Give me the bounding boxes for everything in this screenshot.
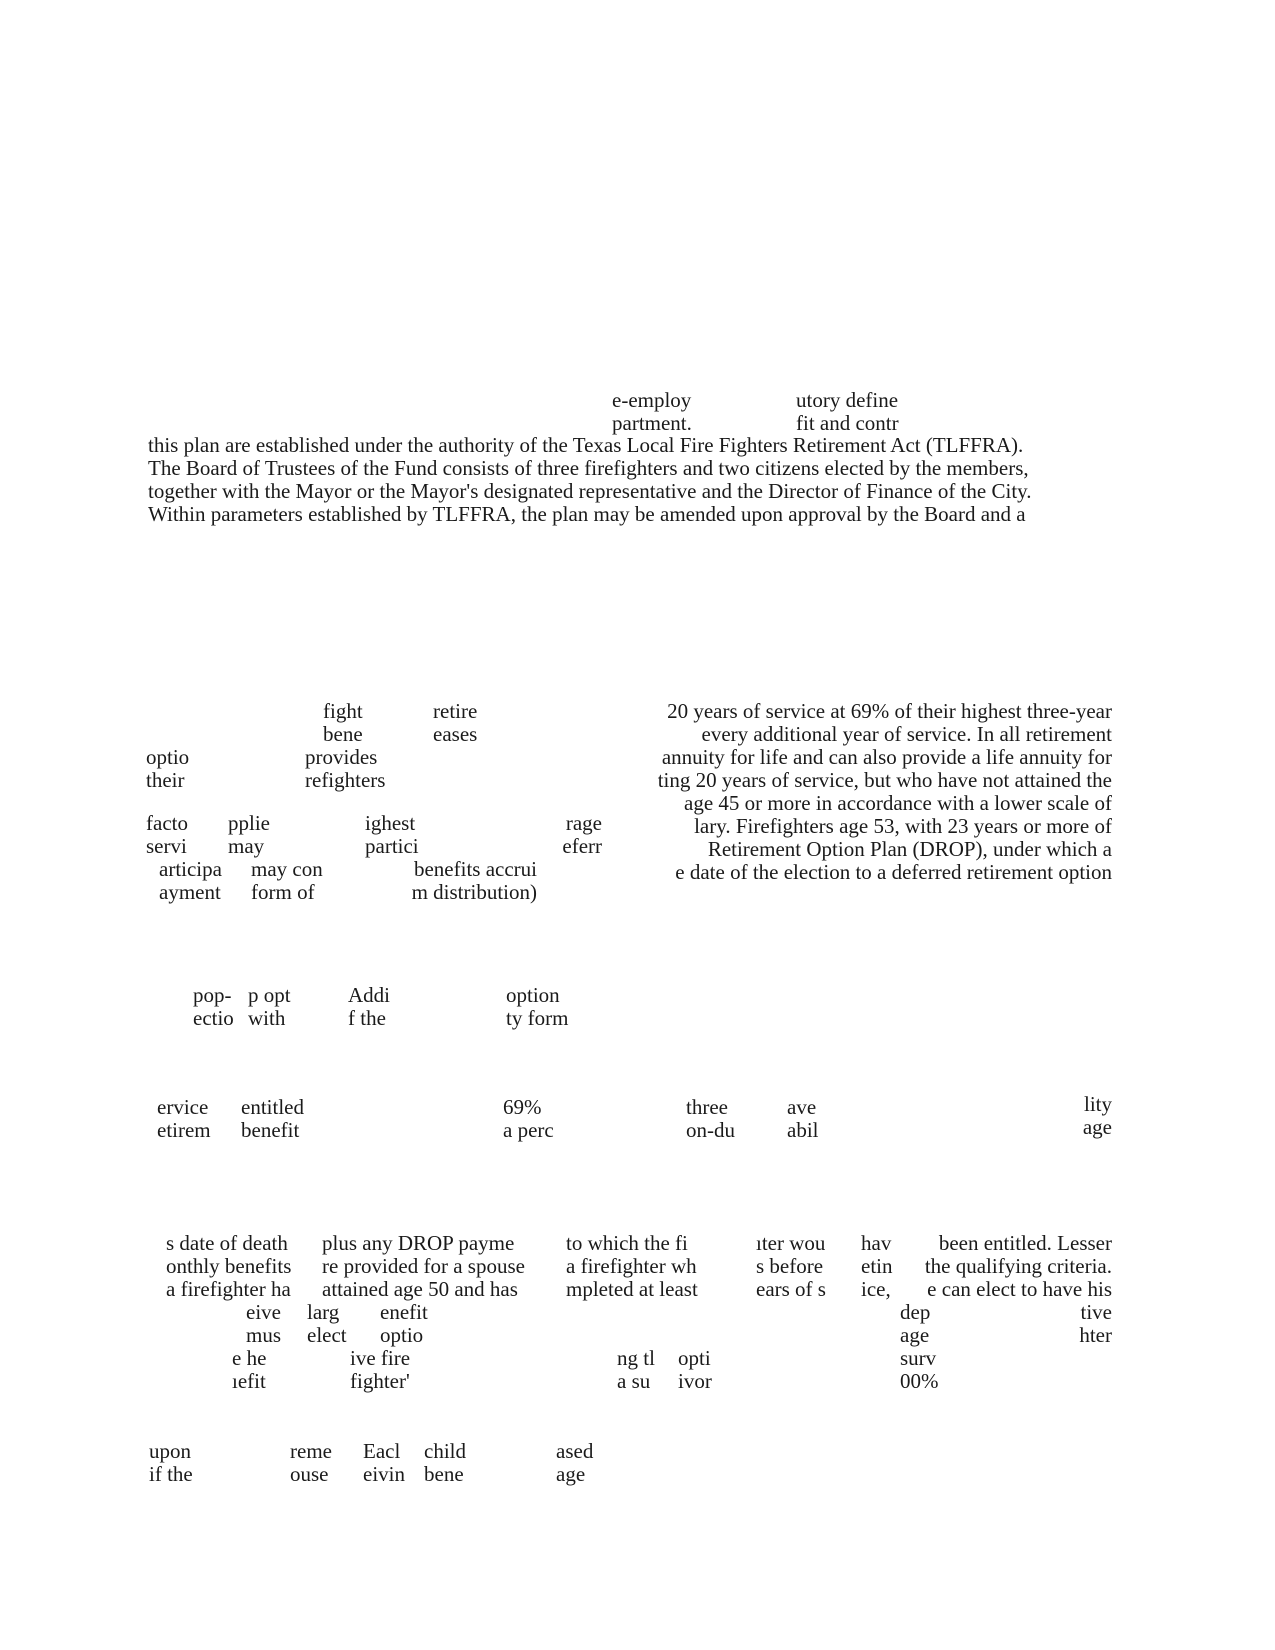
fragment-text <box>787 1096 819 1142</box>
text-line: annuity for life and can also provide a life annuity for <box>661 745 1112 769</box>
text-line: three <box>686 1095 728 1119</box>
fragment-text <box>678 1347 712 1393</box>
fragment-text <box>290 1440 332 1486</box>
paragraph-plan-authority <box>148 434 1127 526</box>
text-line: surv <box>900 1346 937 1370</box>
text-line: eferr <box>562 834 602 858</box>
text-line: hter <box>1079 1323 1112 1347</box>
text-line: been entitled. Lesser <box>938 1231 1112 1255</box>
text-line: ice, <box>861 1277 891 1301</box>
fragment-text <box>350 1347 410 1393</box>
text-line: ıter wou <box>756 1231 826 1255</box>
text-line: eases <box>433 722 478 746</box>
text-line: ayment <box>159 880 221 904</box>
text-line: opti <box>678 1346 711 1370</box>
text-line: utory define <box>796 388 899 412</box>
fragment-text <box>424 1440 466 1486</box>
text-line: a su <box>617 1369 651 1393</box>
fragment-text <box>305 746 385 792</box>
text-line: refighters <box>305 768 386 792</box>
text-line: ectio <box>193 1006 234 1030</box>
fragment-text <box>246 1301 281 1347</box>
text-line: eive <box>246 1300 281 1324</box>
fragment-text <box>248 984 291 1030</box>
fragment-text <box>506 984 568 1030</box>
fragment-text <box>1040 1093 1112 1139</box>
text-line: ased <box>556 1439 594 1463</box>
text-line: partment. <box>612 411 692 435</box>
text-line: etin <box>861 1254 893 1278</box>
text-line: e can elect to have his <box>927 1277 1112 1301</box>
fragment-text <box>900 1232 1112 1301</box>
text-line: lary. Firefighters age 53, with 23 years or more of <box>694 814 1112 838</box>
text-line: tive <box>1080 1300 1112 1324</box>
text-line: eivin <box>363 1462 405 1486</box>
fragment-text <box>363 1440 405 1486</box>
fragment-text <box>251 858 323 904</box>
text-line: 00% <box>900 1369 939 1393</box>
fragment-text <box>796 389 899 435</box>
text-line: onthly benefits <box>166 1254 292 1278</box>
text-line: hav <box>861 1231 892 1255</box>
text-line: ivor <box>678 1369 712 1393</box>
text-line: fight <box>323 699 363 723</box>
text-line: f the <box>348 1006 386 1030</box>
text-line: age <box>900 1323 930 1347</box>
text-line: a perc <box>503 1118 554 1142</box>
text-line: benefit <box>241 1118 300 1142</box>
fragment-text <box>756 1232 826 1301</box>
fragment-text <box>380 858 537 904</box>
fragment-text <box>365 812 419 858</box>
fragment-text <box>380 1301 428 1347</box>
text-line: m distribution) <box>411 880 537 904</box>
text-line: retire <box>433 699 478 723</box>
text-line: a firefighter ha <box>166 1277 291 1301</box>
text-line: ervice <box>157 1095 209 1119</box>
text-line: pop- <box>193 983 232 1007</box>
text-line: ouse <box>290 1462 329 1486</box>
text-line: on-du <box>686 1118 735 1142</box>
fragment-text <box>433 700 477 746</box>
text-line: attained age 50 and has <box>322 1277 518 1301</box>
text-line: The Board of Trustees of the Fund consists of three firefighters and two citizens elected by the members, <box>148 456 1029 480</box>
text-line: their <box>146 768 185 792</box>
text-line: bene <box>424 1462 464 1486</box>
fragment-text <box>566 1232 698 1301</box>
fragment-text <box>159 858 222 904</box>
text-line: e-employ <box>612 388 692 412</box>
text-line: Addi <box>348 983 390 1007</box>
text-line: to which the fi <box>566 1231 688 1255</box>
text-line: the qualifying criteria. <box>924 1254 1112 1278</box>
text-line: lity <box>1083 1092 1112 1116</box>
fragment-text <box>307 1301 347 1347</box>
text-line: together with the Mayor or the Mayor's designated representative and the Director of Finance of the City. <box>148 479 1032 503</box>
text-line: 20 years of service at 69% of their highest three-year <box>667 699 1112 723</box>
fragment-text <box>900 1301 939 1393</box>
text-line: larg <box>307 1300 340 1324</box>
text-line: etirem <box>157 1118 211 1142</box>
text-line: p opt <box>248 983 291 1007</box>
text-line: pplie <box>228 811 270 835</box>
text-line: elect <box>307 1323 347 1347</box>
text-line: age <box>1082 1115 1112 1139</box>
text-line: ıefit <box>232 1369 266 1393</box>
text-line: servi <box>146 834 187 858</box>
fragment-text <box>348 984 390 1030</box>
text-line: every additional year of service. In all retirement <box>701 722 1112 746</box>
text-line: age <box>556 1462 586 1486</box>
text-line: child <box>424 1439 466 1463</box>
text-line: ears of s <box>756 1277 826 1301</box>
text-line: ighest <box>365 811 416 835</box>
text-line: mpleted at least <box>566 1277 698 1301</box>
text-line: option <box>506 983 560 1007</box>
text-line: optio <box>380 1323 424 1347</box>
fragment-text <box>146 746 189 792</box>
text-line: 69% <box>503 1095 542 1119</box>
fragment-text <box>146 812 188 858</box>
text-line: Retirement Option Plan (DROP), under which a <box>707 837 1112 861</box>
text-line: e date of the election to a deferred retirement option <box>675 860 1112 884</box>
text-line: fighter' <box>350 1369 410 1393</box>
fragment-text <box>157 1096 211 1142</box>
text-line: benefits accrui <box>413 857 537 881</box>
text-line: plus any DROP payme <box>322 1231 515 1255</box>
fragment-text <box>149 1440 193 1486</box>
text-line: ting 20 years of service, but who have not attained the <box>657 768 1112 792</box>
text-line: Within parameters established by TLFFRA, the plan may be amended upon approval by the Board and a <box>148 502 1026 526</box>
text-line: e he <box>232 1346 267 1370</box>
text-line: re provided for a spouse <box>322 1254 525 1278</box>
text-line: upon <box>149 1439 191 1463</box>
text-line: this plan are established under the authority of the Texas Local Fire Fighters Retirement Act (TLFFRA). <box>148 433 1024 457</box>
fragment-text <box>322 1232 525 1301</box>
text-line: form of <box>251 880 315 904</box>
text-line: dep <box>900 1300 931 1324</box>
fragment-text <box>530 812 602 858</box>
fragment-text <box>861 1232 893 1301</box>
text-line: reme <box>290 1439 332 1463</box>
text-line: ave <box>787 1095 817 1119</box>
fragment-text <box>228 812 270 858</box>
text-line: ng tl <box>617 1346 655 1370</box>
text-line: enefit <box>380 1300 428 1324</box>
text-line: optio <box>146 745 190 769</box>
fragment-text <box>1040 1301 1112 1347</box>
fragment-text <box>686 1096 735 1142</box>
text-line: a firefighter wh <box>566 1254 697 1278</box>
text-line: mus <box>246 1323 282 1347</box>
text-line: with <box>248 1006 286 1030</box>
text-line: Eacl <box>363 1439 401 1463</box>
fragment-text <box>193 984 234 1030</box>
text-line: rage <box>565 811 602 835</box>
text-line: age 45 or more in accordance with a lower scale of <box>684 791 1112 815</box>
text-line: entitled <box>241 1095 304 1119</box>
text-line: fit and contr <box>796 411 899 435</box>
fragment-text <box>556 1440 593 1486</box>
fragment-text <box>503 1096 554 1142</box>
fragment-text <box>241 1096 304 1142</box>
text-line: partici <box>365 834 419 858</box>
fragment-text <box>323 700 363 746</box>
fragment-text <box>232 1347 266 1393</box>
text-line: provides <box>305 745 378 769</box>
text-line: ive fire <box>350 1346 411 1370</box>
paragraph-retirement-benefits <box>600 700 1112 884</box>
fragment-text <box>166 1232 291 1301</box>
text-line: s date of death <box>166 1231 288 1255</box>
text-line: may <box>228 834 265 858</box>
text-line: facto <box>146 811 188 835</box>
text-line: bene <box>323 722 363 746</box>
text-line: s before <box>756 1254 824 1278</box>
text-line: abil <box>787 1118 819 1142</box>
text-line: articipa <box>159 857 222 881</box>
text-line: ty form <box>506 1006 569 1030</box>
text-line: may con <box>251 857 323 881</box>
text-line: if the <box>149 1462 193 1486</box>
fragment-text <box>612 389 692 435</box>
fragment-text <box>617 1347 655 1393</box>
